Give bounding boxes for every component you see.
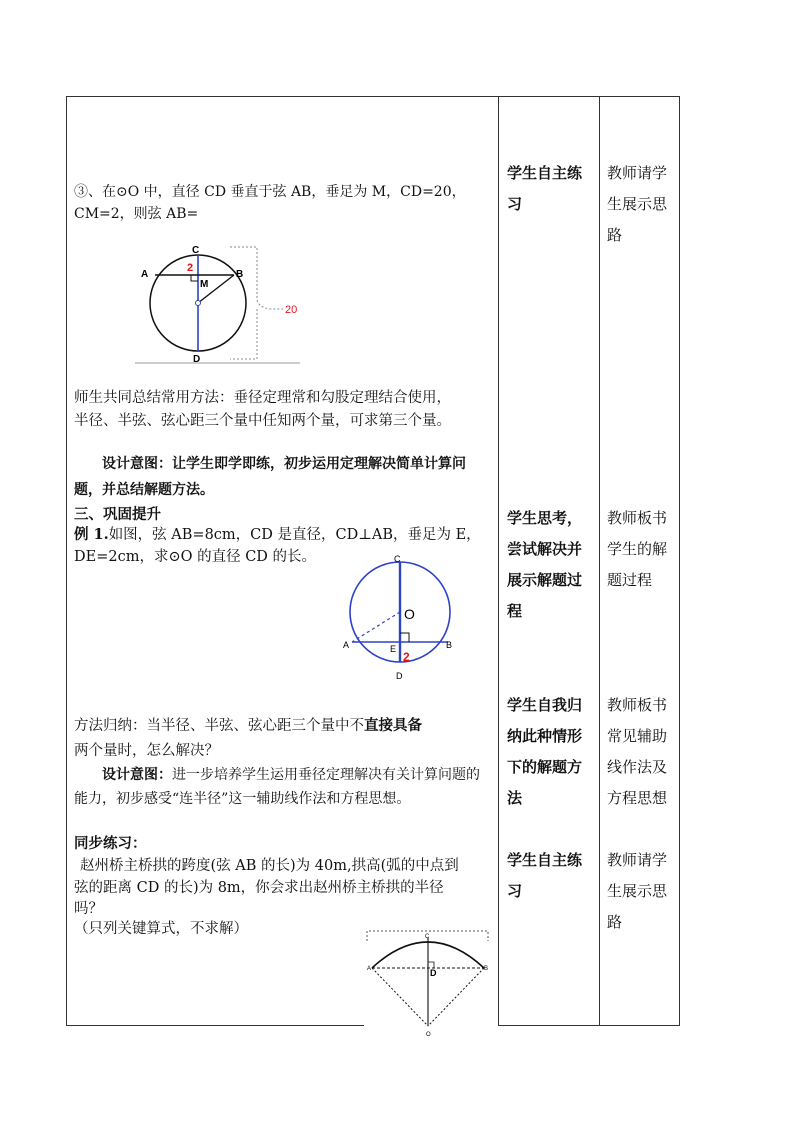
table-border-top [66, 96, 680, 97]
teacher-activity-1-l1: 教师请学 [607, 164, 668, 182]
figure1-label-c: C [192, 245, 200, 256]
student-activity-3 [507, 690, 587, 814]
table-border-col1 [498, 96, 499, 1026]
student-activity-2-l2: 尝试解决并 [507, 540, 583, 558]
example-1-text: 如图，弦 AB=8cm，CD 是直径，CD⊥AB，垂足为 E， [108, 527, 481, 543]
figure2-label-o: O [404, 606, 415, 622]
table-border-right [679, 96, 680, 1026]
figure2-label-2: 2 [403, 650, 410, 664]
method-line1 [74, 714, 422, 738]
table-border-bottom-right [498, 1025, 680, 1026]
figure1-label-a: A [141, 269, 149, 280]
figure1-label-d: D [193, 354, 201, 365]
teacher-activity-4-l1: 教师请学 [607, 851, 668, 869]
figure3-label-b: B [484, 966, 489, 972]
teacher-activity-4 [607, 845, 675, 938]
student-activity-2 [507, 503, 587, 627]
question-3-line2: CM=2，则弦 AB= [74, 206, 199, 222]
figure2-label-c: C [394, 554, 401, 564]
sync-practice-line2: 弦的距离 CD 的长)为 8m，你会求出赵州桥主桥拱的半径 [74, 880, 444, 896]
figure2-label-d: D [396, 671, 403, 681]
figure1-brace [230, 247, 285, 359]
design-intent-1-line2: 题，并总结解题方法。 [74, 482, 214, 498]
table-border-left [66, 96, 67, 1026]
student-activity-2-l3: 展示解题过 [507, 571, 583, 589]
teacher-activity-2-l1: 教师板书 [607, 509, 668, 527]
teacher-activity-2-l2: 学生的解 [607, 540, 668, 558]
design-intent-2-line1 [102, 763, 480, 787]
student-activity-1 [507, 158, 587, 220]
summary-line1: 师生共同总结常用方法：垂径定理常和勾股定理结合使用， [74, 390, 451, 406]
figure1-label-20: 20 [285, 304, 298, 316]
example-1-line2: DE=2cm，求⊙O 的直径 CD 的长。 [74, 549, 317, 565]
figure3-radius-oa [372, 968, 428, 1026]
question-3-line1: ③、在⊙O 中，直径 CD 垂直于弦 AB，垂足为 M，CD=20， [74, 184, 466, 200]
teacher-activity-1-l2: 生展示思 [607, 195, 668, 213]
table-border-bottom-left [66, 1025, 364, 1026]
table-border-col2 [599, 96, 600, 1026]
design-intent-2-text: 进一步培养学生运用垂径定理解决有关计算问题的 [172, 767, 480, 783]
figure3-label-a: A [367, 966, 372, 972]
figure1-label-2: 2 [187, 262, 194, 274]
teacher-activity-3-l4: 方程思想 [607, 789, 668, 807]
figure3-label-c: C [425, 934, 430, 940]
student-activity-3-l3: 下的解题方 [507, 758, 583, 776]
sync-practice-line4: （只列关键算式，不求解） [74, 921, 248, 937]
figure2-label-e: E [390, 644, 397, 654]
teacher-activity-3-l3: 线作法及 [607, 758, 668, 776]
sync-practice-title: 同步练习： [74, 835, 147, 852]
figure1-label-b: B [236, 269, 244, 280]
teacher-activity-2 [607, 503, 675, 596]
student-activity-3-l2: 纳此种情形 [507, 727, 583, 745]
student-activity-1-l2: 习 [507, 195, 523, 213]
example-1-line1 [74, 523, 481, 547]
teacher-activity-1-l3: 路 [607, 226, 623, 244]
figure1-center [196, 301, 201, 306]
sync-practice-line1: 赵州桥主桥拱的跨度(弦 AB 的长)为 40m,拱高(弧的中点到 [80, 858, 459, 874]
student-activity-3-l1: 学生自我归 [507, 696, 583, 714]
figure2-right-angle [400, 633, 409, 642]
teacher-activity-3 [607, 690, 675, 814]
teacher-activity-1 [607, 158, 675, 251]
figure1-label-m: M [200, 279, 209, 290]
teacher-activity-2-l3: 题过程 [607, 571, 653, 589]
student-activity-1-l1: 学生自主练 [507, 164, 583, 182]
sync-practice-line3: 吗？ [74, 901, 103, 917]
design-intent-2-label: 设计意图： [102, 767, 172, 783]
figure2-label-a: A [343, 640, 350, 650]
teacher-activity-3-l1: 教师板书 [607, 696, 668, 714]
example-1-label: 例 1. [74, 526, 109, 543]
student-activity-4-l1: 学生自主练 [507, 851, 583, 869]
student-activity-3-l4: 法 [507, 789, 523, 807]
student-activity-4 [507, 845, 587, 907]
summary-line2: 半径、半弦、弦心距三个量中任知两个量，可求第三个量。 [74, 413, 451, 429]
figure2-radius-oa [352, 612, 400, 642]
figure2-label-b: B [446, 640, 453, 650]
figure-circle-2 [340, 552, 460, 682]
method-text-b: 直接具备 [364, 717, 422, 734]
student-activity-4-l2: 习 [507, 882, 523, 900]
figure3-label-d: D [430, 968, 437, 978]
method-text-a: 方法归纳：当半径、半弦、弦心距三个量中不 [74, 718, 364, 734]
figure-circle-1 [135, 243, 315, 373]
student-activity-2-l4: 程 [507, 602, 523, 620]
figure3-label-o: O [426, 1032, 431, 1038]
figure-bridge-arch [362, 926, 502, 1041]
design-intent-2-line2: 能力，初步感受“连半径”这一辅助线作法和方程思想。 [74, 791, 411, 807]
student-activity-2-l1: 学生思考， [507, 509, 583, 527]
teacher-activity-3-l2: 常见辅助 [607, 727, 668, 745]
teacher-activity-4-l2: 生展示思 [607, 882, 668, 900]
teacher-activity-4-l3: 路 [607, 913, 623, 931]
section-3-title: 三、巩固提升 [74, 506, 161, 523]
method-line2: 两个量时，怎么解决？ [74, 743, 219, 759]
design-intent-1-line1: 设计意图：让学生即学即练，初步运用定理解决简单计算问 [102, 456, 466, 472]
figure1-right-angle [191, 275, 198, 281]
